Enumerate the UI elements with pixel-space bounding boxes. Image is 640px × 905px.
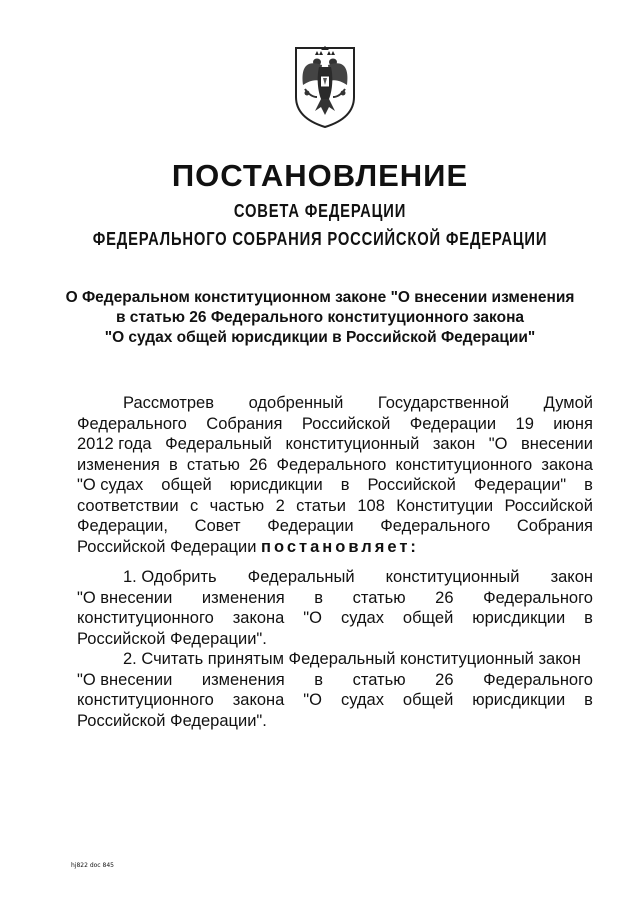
word: Думой <box>543 394 593 412</box>
word: Собрания <box>206 414 283 433</box>
paragraph-line <box>77 414 593 435</box>
word: статьи <box>296 496 346 515</box>
word: в <box>340 476 350 494</box>
word: 1. Одобрить <box>123 568 217 586</box>
word: Федерального <box>380 517 491 535</box>
paragraph-line <box>77 588 593 609</box>
word: Федерального <box>483 670 593 689</box>
word: Федерального <box>77 414 187 433</box>
paragraph-line <box>77 516 593 537</box>
word: в <box>584 476 593 494</box>
resolution-item-2 <box>77 649 593 731</box>
word: закона <box>232 609 285 627</box>
word: Российской Федерации <box>77 537 257 556</box>
resolution-item-1 <box>77 567 593 649</box>
word: закона <box>232 691 285 709</box>
word: конституционного <box>77 691 214 709</box>
word: "О внесении <box>77 670 173 689</box>
word: Федерации <box>409 414 497 433</box>
word: Совет <box>194 517 241 535</box>
paragraph-line <box>77 649 593 670</box>
word: в <box>314 670 324 689</box>
word: статью <box>352 588 406 607</box>
word: изменения <box>201 588 285 607</box>
word: Рассмотрев <box>123 394 214 412</box>
word: июня <box>553 414 593 433</box>
word: с <box>189 496 199 515</box>
preamble-paragraph <box>77 393 593 557</box>
word: внесении <box>520 435 593 453</box>
paragraph-line <box>77 496 593 517</box>
word: Федерального <box>483 588 593 607</box>
paragraph-line <box>77 608 593 629</box>
word: судах <box>340 691 384 709</box>
word: 26 <box>435 588 454 607</box>
word: 2 <box>275 496 285 515</box>
word: в <box>314 588 324 607</box>
word: 2. Считать принятым Федеральный конституционный закон <box>123 650 581 668</box>
document-subtitle-council: СОВЕТА ФЕДЕРАЦИИ <box>233 201 407 221</box>
word: "О <box>303 609 322 627</box>
word: Федеральный <box>165 435 272 453</box>
resolution-keyword: постановляет: <box>261 537 419 556</box>
word: в <box>584 691 593 709</box>
word: Собрания <box>516 517 593 535</box>
paragraph-line <box>77 567 593 588</box>
word: изменения <box>77 455 160 474</box>
word: "О <box>303 691 322 709</box>
document-subject <box>0 288 640 348</box>
word: Российской <box>367 476 456 494</box>
word: 26 <box>248 455 268 474</box>
word: закона <box>541 455 593 474</box>
word: Федерации" <box>473 476 567 494</box>
word: в <box>584 609 593 627</box>
word: одобренный <box>248 394 344 412</box>
word: 26 <box>435 670 454 689</box>
word: закон <box>432 435 476 453</box>
word: судах <box>340 609 384 627</box>
paragraph-line: Российской Федерации". <box>77 629 267 648</box>
word: изменения <box>201 670 285 689</box>
word: 2012 года <box>77 435 152 453</box>
word: общей <box>402 691 454 709</box>
document-code: hj822 doc 845 <box>71 862 114 869</box>
subject-line: в статью 26 Федерального конституционного закона <box>115 309 525 326</box>
word: общей <box>161 476 212 494</box>
word: Российской <box>504 496 593 515</box>
word: Федерального <box>276 455 387 474</box>
word: 108 <box>357 496 385 515</box>
word: частью <box>209 496 265 515</box>
word: статью <box>186 455 240 474</box>
document-title: ПОСТАНОВЛЕНИЕ <box>171 158 469 193</box>
word: "О <box>488 435 508 453</box>
word: Российской <box>301 414 391 433</box>
word: общей <box>402 609 454 627</box>
word: Конституции <box>396 496 494 515</box>
paragraph-line <box>77 690 593 711</box>
paragraph-line <box>77 475 593 496</box>
word: Государственной <box>377 394 510 412</box>
word: конституционный <box>285 435 420 453</box>
paragraph-line <box>77 455 593 476</box>
paragraph-line <box>77 393 593 414</box>
subject-line: О Федеральном конституционном законе "О внесении изменения <box>65 289 575 306</box>
paragraph-line: Российской Федерации". <box>77 711 267 730</box>
document-subtitle-assembly: ФЕДЕРАЛЬНОГО СОБРАНИЯ РОССИЙСКОЙ ФЕДЕРАЦИИ <box>92 229 548 249</box>
paragraph-line <box>77 537 593 558</box>
word: 19 <box>515 414 534 433</box>
word: юрисдикции <box>472 609 566 627</box>
word: "О внесении <box>77 588 173 607</box>
word: соответствии <box>77 496 179 515</box>
paragraph-line <box>77 434 593 455</box>
word: Федерации <box>267 517 354 535</box>
word: конституционного <box>77 609 214 627</box>
word: в <box>168 455 178 474</box>
word: Федеральный <box>247 568 355 586</box>
subject-line: "О судах общей юрисдикции в Российской Федерации" <box>104 329 536 346</box>
word: юрисдикции <box>472 691 566 709</box>
word: конституционного <box>395 455 533 474</box>
word: "О судах <box>77 476 144 494</box>
word: закон <box>550 568 593 586</box>
word: статью <box>352 670 406 689</box>
word: Федерации, <box>77 517 168 535</box>
word: конституционный <box>385 568 520 586</box>
word: юрисдикции <box>229 476 323 494</box>
coat-of-arms-icon <box>293 45 357 129</box>
paragraph-line <box>77 670 593 691</box>
